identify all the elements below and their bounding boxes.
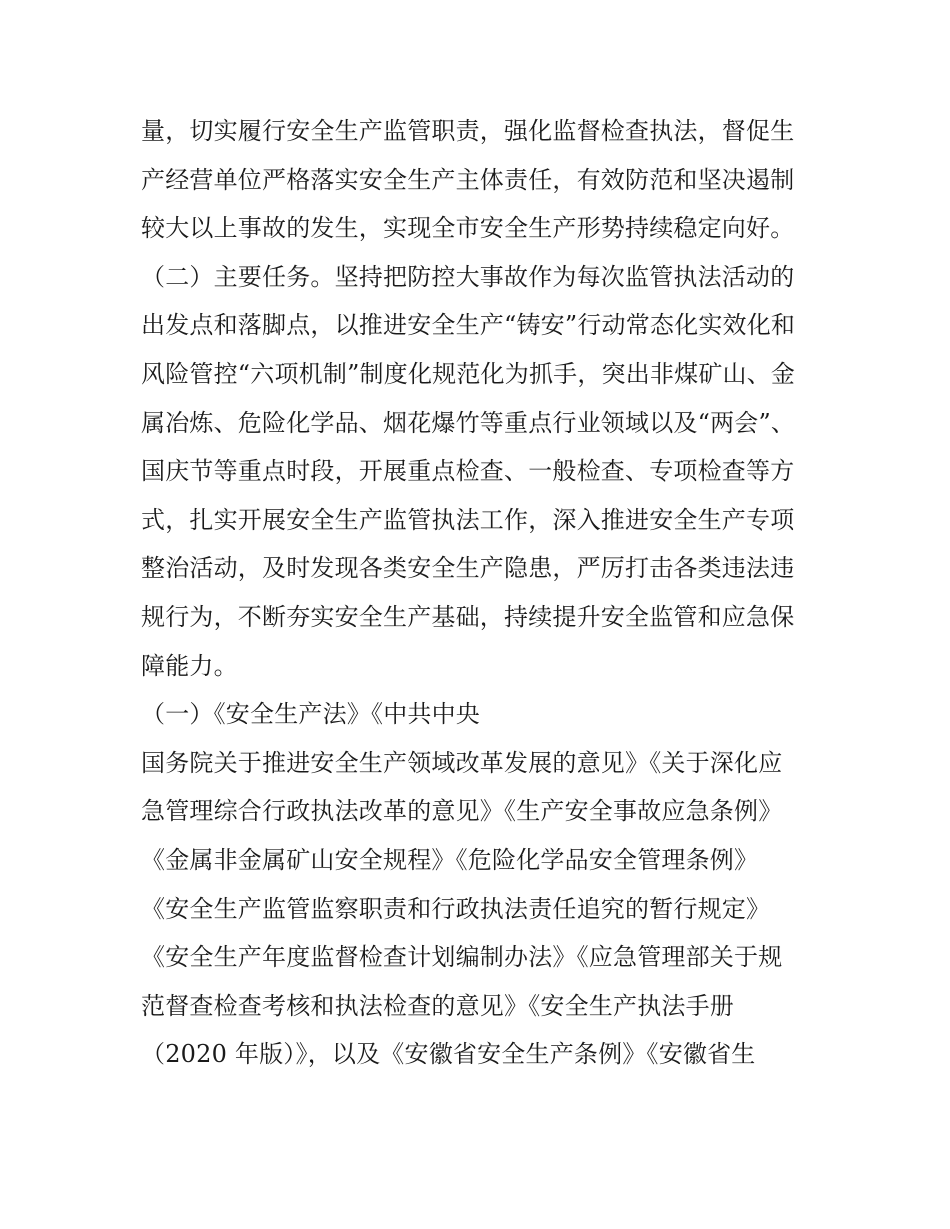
text-line: 国务院关于推进安全生产领域改革发展的意见》《关于深化应 (141, 748, 783, 777)
text-line: 较大以上事故的发生，实现全市安全生产形势持续稳定向好。 (141, 214, 795, 243)
text-line: 整治活动，及时发现各类安全生产隐患，严厉打击各类违法违 (141, 554, 795, 583)
section-heading-line: （一）《安全生产法》《中共中央 (141, 700, 480, 729)
text-line: 属冶炼、危险化学品、烟花爆竹等重点行业领域以及“两会”、 (141, 408, 796, 437)
text-line: （2020 年版）》，以及《安徽省安全生产条例》《安徽省生 (141, 1040, 756, 1069)
text-line: 量，切实履行安全生产监管职责，强化监督检查执法，督促生 (141, 117, 795, 145)
text-line: 式，扎实开展安全生产监管执法工作，深入推进安全生产专项 (141, 505, 795, 534)
text-line: 产经营单位严格落实安全生产主体责任，有效防范和坚决遏制 (141, 165, 795, 194)
text-line: 急管理综合行政执法改革的意见》《生产安全事故应急条例》 (141, 797, 783, 826)
text-line: 规行为，不断夯实安全生产基础，持续提升安全监管和应急保 (141, 602, 795, 631)
section-heading-line: （二）主要任务。坚持把防控大事故作为每次监管执法活动的 (141, 262, 795, 291)
text-line: 障能力。 (141, 651, 238, 680)
text-line: 范督查检查考核和执法检查的意见》《安全生产执法手册 (141, 991, 734, 1020)
text-line: 国庆节等重点时段，开展重点检查、一般检查、专项检查等方 (141, 457, 795, 486)
text-line: 《安全生产年度监督检查计划编制办法》《应急管理部关于规 (141, 943, 783, 972)
text-line: 风险管控“六项机制”制度化规范化为抓手，突出非煤矿山、金 (141, 359, 796, 388)
text-line: 《金属非金属矿山安全规程》《危险化学品安全管理条例》 (141, 845, 759, 874)
text-line: 出发点和落脚点，以推进安全生产“铸安”行动常态化实效化和 (141, 311, 796, 340)
body-text (141, 107, 831, 1079)
text-line: 《安全生产监管监察职责和行政执法责任追究的暂行规定》 (141, 894, 771, 923)
